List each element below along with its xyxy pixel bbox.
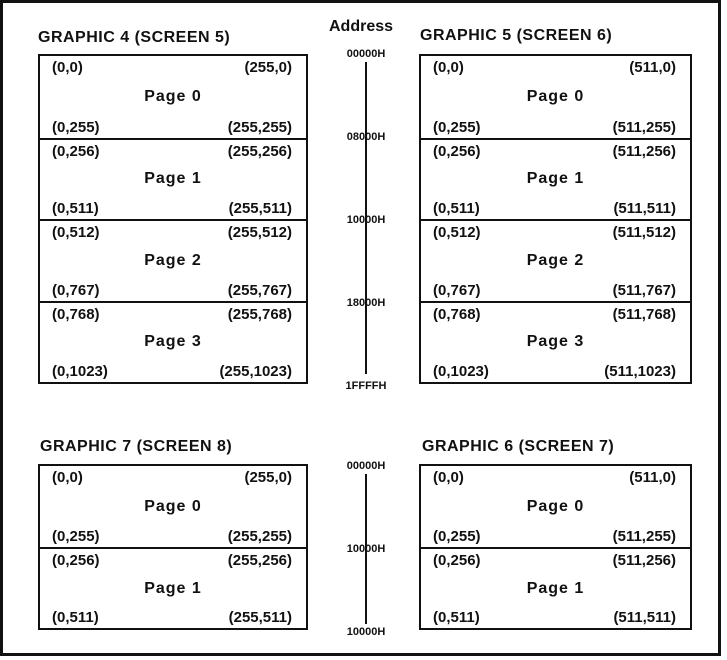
page-label: Page 0	[144, 497, 202, 515]
address-marker: 10000H	[346, 214, 386, 226]
memory-page	[421, 547, 690, 628]
coord-top-left: (0,256)	[433, 552, 481, 569]
coord-top-right: (511,256)	[612, 552, 676, 569]
coord-top-left: (0,768)	[52, 305, 100, 323]
coord-top-left: (0,0)	[433, 59, 464, 76]
coord-top-left: (0,0)	[52, 59, 83, 76]
coord-top-right: (511,0)	[629, 59, 676, 76]
coord-top-right: (255,768)	[227, 305, 292, 323]
coord-bottom-right: (511,255)	[612, 118, 676, 136]
coord-top-left: (0,256)	[433, 142, 481, 160]
coord-bottom-left: (0,1023)	[52, 363, 108, 380]
address-marker: 00000H	[346, 48, 386, 60]
coord-top-left: (0,768)	[433, 305, 481, 323]
page-label: Page 3	[144, 333, 202, 351]
memory-page	[40, 466, 306, 547]
coord-bottom-left: (0,511)	[433, 609, 480, 626]
panel-graphic-6	[419, 464, 692, 630]
panel-graphic-4	[38, 54, 308, 384]
page-label: Page 1	[144, 579, 202, 597]
page-label: Page 1	[144, 170, 202, 188]
coord-bottom-left: (0,511)	[433, 200, 480, 217]
coord-top-right: (255,0)	[244, 469, 292, 486]
coord-bottom-left: (0,511)	[52, 200, 99, 217]
page-label: Page 0	[526, 87, 585, 105]
coord-top-left: (0,0)	[433, 469, 464, 486]
memory-page	[421, 466, 690, 547]
coord-bottom-right: (255,767)	[227, 281, 292, 299]
coord-bottom-left: (0,767)	[52, 281, 100, 299]
coord-top-right: (511,0)	[629, 469, 676, 486]
memory-page	[40, 547, 306, 628]
coord-bottom-left: (0,255)	[52, 118, 100, 136]
memory-page	[40, 219, 306, 301]
address-marker: 1FFFFH	[345, 380, 387, 392]
coord-top-right: (255,0)	[244, 59, 292, 76]
coord-top-right: (255,512)	[227, 224, 292, 241]
address-marker: 08000H	[346, 131, 386, 143]
coord-bottom-right: (511,1023)	[604, 363, 676, 380]
coord-bottom-right: (511,255)	[612, 528, 676, 545]
page-label: Page 2	[526, 251, 585, 269]
coord-bottom-right: (255,255)	[227, 118, 292, 136]
memory-page	[40, 56, 306, 138]
coord-bottom-left: (0,767)	[433, 281, 481, 299]
coord-top-right: (511,256)	[612, 142, 676, 160]
coord-bottom-right: (511,511)	[613, 609, 676, 626]
address-marker: 10000H	[346, 543, 386, 555]
page-label: Page 0	[526, 497, 585, 515]
panel-graphic-5	[419, 54, 692, 384]
coord-top-left: (0,0)	[52, 469, 83, 486]
address-marker: 00000H	[346, 460, 386, 472]
coord-bottom-left: (0,255)	[433, 528, 481, 545]
memory-page	[421, 56, 690, 138]
page-label: Page 0	[144, 87, 202, 105]
title-graphic-7: GRAPHIC 7 (SCREEN 8)	[40, 438, 233, 455]
coord-top-left: (0,256)	[52, 552, 100, 569]
title-graphic-5: GRAPHIC 5 (SCREEN 6)	[420, 27, 613, 44]
memory-page	[40, 138, 306, 220]
address-label: Address	[329, 18, 394, 35]
coord-top-left: (0,256)	[52, 142, 100, 160]
address-marker: 18000H	[346, 297, 386, 309]
title-graphic-6: GRAPHIC 6 (SCREEN 7)	[422, 438, 615, 455]
coord-bottom-left: (0,511)	[52, 609, 99, 626]
memory-page	[421, 301, 690, 383]
coord-bottom-right: (255,1023)	[219, 363, 292, 380]
memory-page	[421, 219, 690, 301]
coord-bottom-left: (0,255)	[433, 118, 481, 136]
coord-bottom-right: (511,767)	[612, 281, 676, 299]
page-label: Page 1	[526, 170, 585, 188]
coord-bottom-right: (255,255)	[227, 528, 292, 545]
coord-bottom-left: (0,255)	[52, 528, 100, 545]
page-label: Page 2	[144, 251, 202, 269]
page-label: Page 3	[526, 333, 585, 351]
coord-top-left: (0,512)	[52, 224, 100, 241]
page-label: Page 1	[526, 579, 585, 597]
coord-top-right: (255,256)	[227, 552, 292, 569]
coord-bottom-right: (255,511)	[228, 609, 292, 626]
memory-page	[421, 138, 690, 220]
coord-bottom-right: (255,511)	[228, 200, 292, 217]
coord-top-right: (255,256)	[227, 142, 292, 160]
coord-top-right: (511,512)	[612, 224, 676, 241]
title-graphic-4: GRAPHIC 4 (SCREEN 5)	[38, 29, 231, 46]
coord-bottom-left: (0,1023)	[433, 363, 489, 380]
coord-bottom-right: (511,511)	[613, 200, 676, 217]
coord-top-right: (511,768)	[612, 305, 676, 323]
panel-graphic-7	[38, 464, 308, 630]
coord-top-left: (0,512)	[433, 224, 481, 241]
address-marker: 10000H	[346, 626, 386, 638]
memory-page	[40, 301, 306, 383]
